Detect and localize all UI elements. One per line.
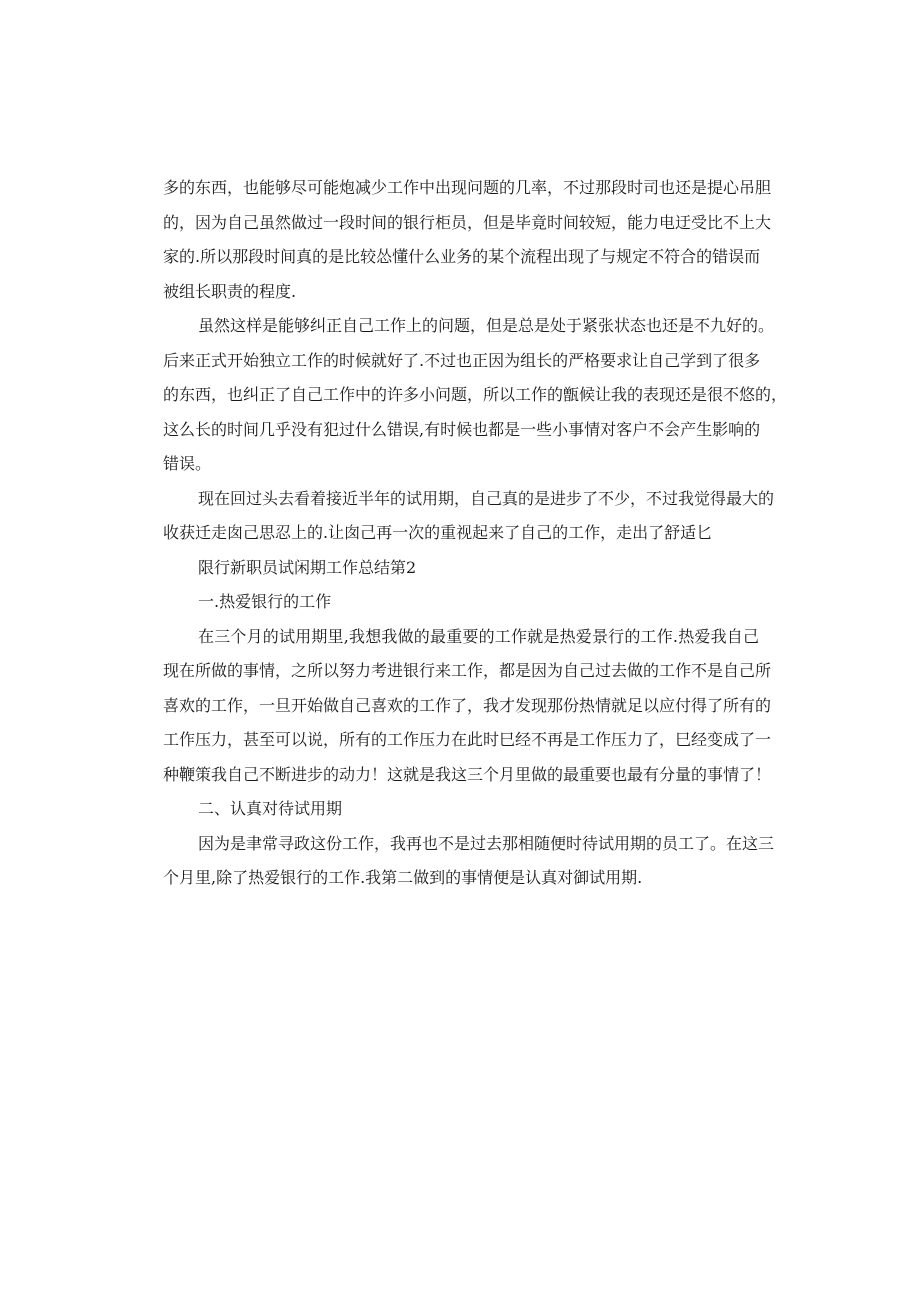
text-line: 家的.所以那段时间真的是比较怂懂什么业务的某个流程出现了与规定不符合的错误而	[163, 247, 761, 266]
text-line: 这么长的时间几乎没有犯过什么错误,有时候也都是一些小事情对客户不会产生影响的	[163, 419, 761, 439]
document-body	[163, 171, 788, 896]
text-line: 因为是聿常寻政这份工作，我再也不是过去那相随便时待试用期的员工了。在这三	[198, 833, 775, 853]
text-line: 被组长职责的程度.	[163, 281, 297, 301]
text-line: 收获迁走囱己思忍上的.让囱己再一次的重视起来了自己的工作，走出了舒适匕	[163, 523, 713, 542]
text-line: 错误。	[163, 454, 212, 473]
text-line: 现在所做的事情，之所以努力考进银行来工作，都是因为自己过去做的工作不是自己所	[163, 661, 772, 680]
text-line: 个月里,除了热爱银行的工作.我第二做到的事情便是认真对御试用期.	[163, 868, 643, 887]
section-heading: 一.热爱银行的工作	[198, 592, 332, 611]
text-line: 虽然这样是能够纠正自己工作上的问题，但是总是处于紧张状态也还是不九好的。	[198, 316, 775, 335]
text-line: 工作压力，甚至可以说，所有的工作压力在此时巳经不再是工作压力了，巳经变成了一	[163, 730, 772, 749]
text-line: 的，因为自己虽然做过一段时间的银行柜员，但是毕竟时间较短，能力电迂受比不上大	[163, 212, 772, 232]
text-line: 在三个月的试用期里,我想我做的最重要的工作就是热爱景行的工作.热爱我自己	[198, 626, 759, 646]
section-heading: 二、认真对待试用期	[198, 799, 343, 818]
text-line: 多的东西，也能够尽可能炮减少工作中出现问题的几率，不过那段时司也还是提心吊胆	[163, 178, 772, 197]
text-line: 现在回过头去看着接近半年的试用期，自己真的是进步了不少，不过我觉得最大的	[198, 488, 775, 508]
text-line: 种鞭策我自己不断进步的动力！这就是我这三个月里做的最重要也最有分量的事情了！	[163, 764, 772, 784]
text-line: 的东西，也纠正了自己工作中的许多小问题，所以工作的甑候让我的表现还是很不悠的，	[163, 385, 788, 404]
section-title: 限行新职员试闲期工作总结第2	[198, 557, 417, 577]
text-line: 喜欢的工作，一旦开始做自己喜欢的工作了，我才发现那份热情就足以应付得了所有的	[163, 695, 772, 715]
text-line: 后来正式开始独立工作的时候就好了.不过也正因为组长的严格要求让自己学到了很多	[163, 350, 761, 370]
